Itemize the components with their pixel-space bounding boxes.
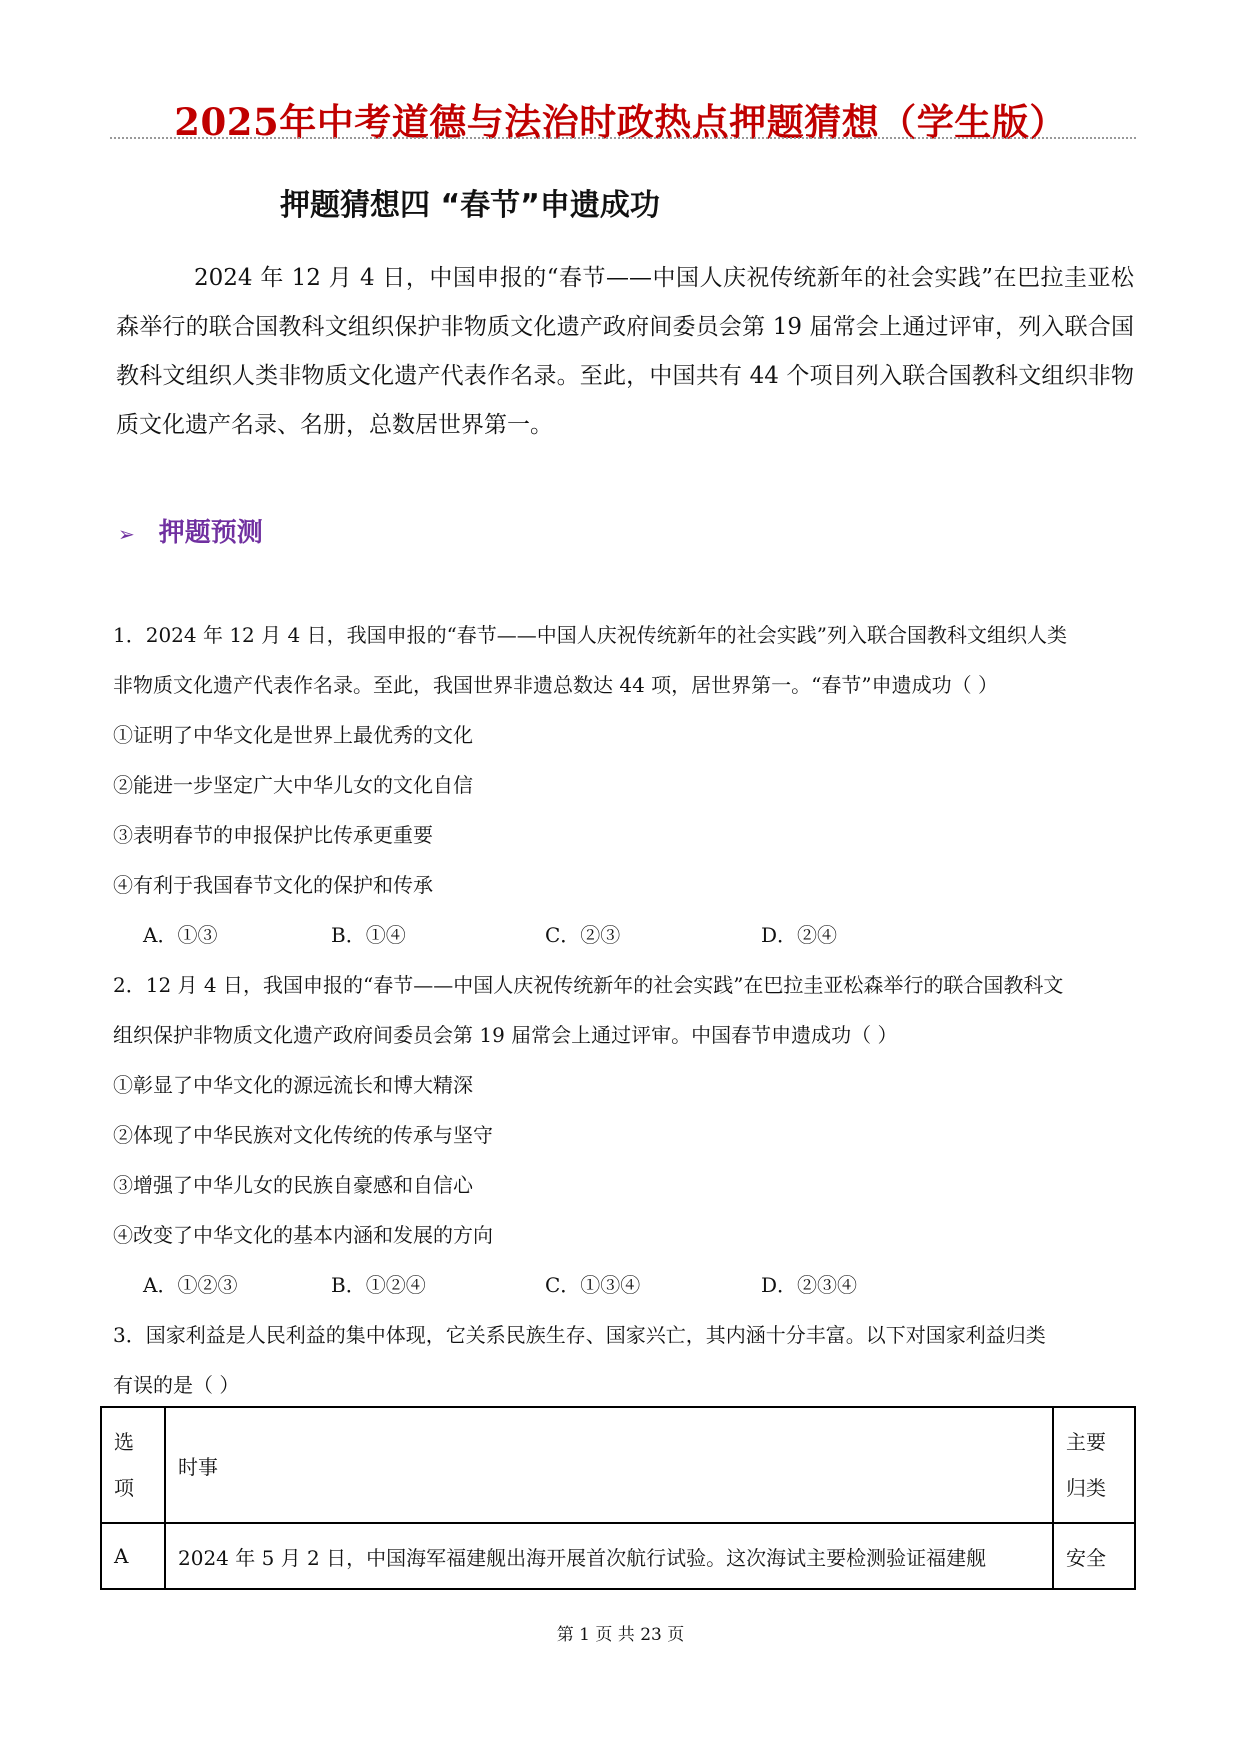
table-header-row — [101, 1407, 1135, 1523]
category-header-text: 归类 — [1066, 1476, 1106, 1500]
option-a: A．①③ — [143, 923, 218, 947]
table-row — [101, 1523, 1135, 1589]
title-divider — [110, 137, 1136, 139]
answer-options — [113, 1260, 1135, 1310]
statement-item: ②体现了中华民族对文化传统的传承与坚守 — [113, 1123, 493, 1147]
option-d: D．②④ — [761, 923, 838, 947]
arrow-bullet-icon: ➢ — [118, 522, 135, 546]
event-cell: 2024 年 5 月 2 日，中国海军福建舰出海开展首次航行试验。这次海试主要检测验证福建舰 — [165, 1523, 1053, 1589]
news-classification-table — [100, 1406, 1136, 1590]
question-1 — [113, 610, 1135, 960]
option-header-text: 选 — [114, 1430, 134, 1454]
section-title: 押题猜想四 “春节”申遗成功 — [280, 188, 660, 223]
event-header-text: 时事 — [178, 1454, 218, 1479]
option-b: B．①②④ — [331, 1273, 426, 1297]
statement-item: ③增强了中华儿女的民族自豪感和自信心 — [113, 1173, 473, 1197]
question-2 — [113, 960, 1135, 1310]
answer-options — [113, 910, 1135, 960]
option-d: D．②③④ — [761, 1273, 858, 1297]
option-b: B．①④ — [331, 923, 406, 947]
question-3 — [113, 1310, 1135, 1410]
question-stem-line: 2．12 月 4 日，我国申报的“春节——中国人庆祝传统新年的社会实践”在巴拉圭亚松森举行的联合国教科文 — [113, 973, 1064, 997]
prediction-heading — [118, 512, 263, 549]
page-number: 第 1 页 共 23 页 — [556, 1625, 685, 1645]
statement-item: ①证明了中华文化是世界上最优秀的文化 — [113, 723, 473, 747]
intro-paragraph: 2024 年 12 月 4 日，中国申报的“春节——中国人庆祝传统新年的社会实践”在巴拉圭亚松森举行的联合国教科文组织保护非物质文化遗产政府间委员会第 19 届常会上通过评审，列入联合国教科文组织人类非物质文化遗产代表作名录。至此，中国共有 44 个项目列入联合国教科文组织非物质文化遗产名录、名册，总数居世界第一。 — [116, 265, 1134, 438]
statement-item: ④有利于我国春节文化的保护和传承 — [113, 873, 433, 897]
category-header-text: 主要 — [1066, 1430, 1106, 1454]
event-header-cell — [165, 1407, 1053, 1523]
question-stem-line: 1．2024 年 12 月 4 日，我国申报的“春节——中国人庆祝传统新年的社会实践”列入联合国教科文组织人类 — [113, 623, 1068, 647]
question-stem-line: 有误的是（ ） — [113, 1373, 240, 1397]
option-c: C．②③ — [545, 923, 621, 947]
category-cell: 安全 — [1053, 1523, 1135, 1589]
option-cell: A — [101, 1523, 165, 1589]
option-c: C．①③④ — [545, 1273, 641, 1297]
question-stem-line: 3．国家利益是人民利益的集中体现，它关系民族生存、国家兴亡，其内涵十分丰富。以下对国家利益归类 — [113, 1323, 1046, 1347]
option-header-text: 项 — [114, 1476, 134, 1500]
prediction-label: 押题预测 — [158, 518, 263, 548]
question-stem-line: 组织保护非物质文化遗产政府间委员会第 19 届常会上通过评审。中国春节申遗成功（ ） — [113, 1023, 898, 1047]
category-header-cell — [1053, 1407, 1135, 1523]
question-stem-line: 非物质文化遗产代表作名录。至此，我国世界非遗总数达 44 项，居世界第一。“春节”申遗成功（ ） — [113, 673, 998, 697]
option-a: A．①②③ — [143, 1273, 238, 1297]
statement-item: ②能进一步坚定广大中华儿女的文化自信 — [113, 773, 473, 797]
option-header-cell — [101, 1407, 165, 1523]
statement-item: ①彰显了中华文化的源远流长和博大精深 — [113, 1073, 473, 1097]
statement-item: ③表明春节的申报保护比传承更重要 — [113, 823, 433, 847]
statement-item: ④改变了中华文化的基本内涵和发展的方向 — [113, 1223, 493, 1247]
document-title: 2025年中考道德与法治时政热点押题猜想（学生版） — [174, 100, 1067, 144]
